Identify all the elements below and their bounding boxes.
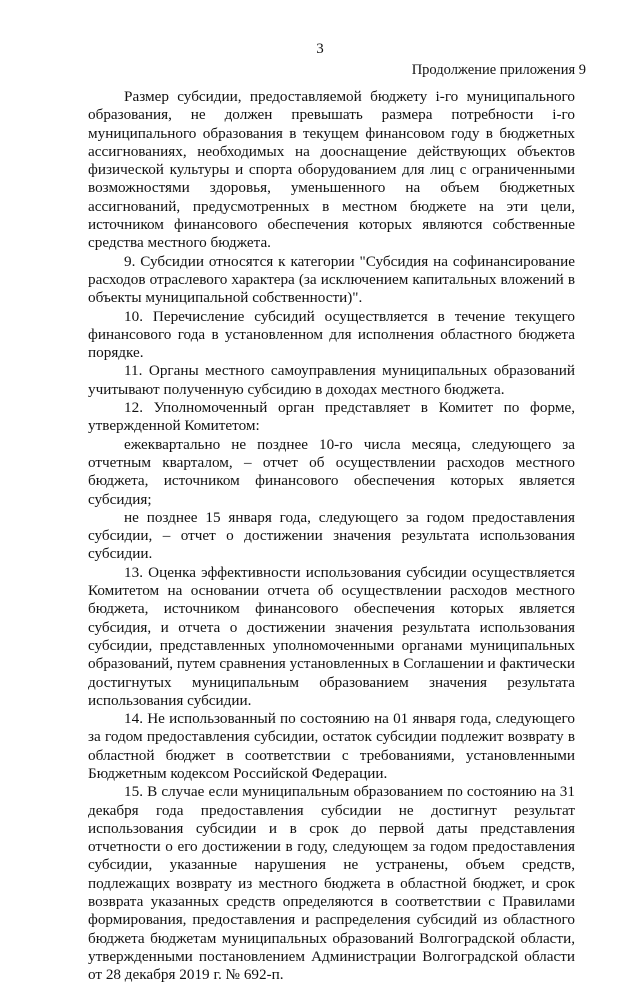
paragraph-15: 15. В случае если муниципальным образованием по состоянию на 31 декабря года предоставления субсидии не достигнут результат использования субсидии и в срок до первой даты представления отчетности о его достижении в году, следующем за годом предоставления субсидии, указанные нарушения не устранены, объем средств, подлежащих возврату из местного бюджета в областной бюджет, и срок возврата указанных средств определяются в соответствии с Правилами формирования, предоставления и распределения субсидий из областного бюджета бюджетам муниципальных образований Волгоградской области, утвержденными постановлением Администрации Волгоградской области от 28 декабря 2019 г. № 692-п. bbox=[88, 783, 575, 984]
paragraph-9: 9. Субсидии относятся к категории "Субсидия на софинансирование расходов отраслевого характера (за исключением капитальных вложений в объекты муниципальной собственности)". bbox=[88, 252, 575, 307]
paragraph-12-annual: не позднее 15 января года, следующего за годом предоставления субсидии, – отчет о достижении значения результата использования субсидии. bbox=[88, 508, 575, 563]
paragraph-11: 11. Органы местного самоуправления муниципальных образований учитывают полученную субсидию в доходах местного бюджета. bbox=[88, 362, 575, 398]
paragraph-subsidy-size: Размер субсидии, предоставляемой бюджету i-го муниципального образования, не должен превышать размера потребности i-го муниципального образования в текущем финансовом году в бюджетных ассигнованиях, необходимых на дооснащение действующих объектов физической культуры и спорта оборудованием для лиц с ограниченными возможностями здоровья, уменьшенного на объем бюджетных ассигнований, предусмотренных в местном бюджете на эти цели, источником финансового обеспечения которых являются собственные средства местного бюджета. bbox=[88, 88, 575, 252]
page-number: 3 bbox=[316, 41, 324, 57]
paragraph-10: 10. Перечисление субсидий осуществляется в течение текущего финансового года в установленном для исполнения областного бюджета порядке. bbox=[88, 307, 575, 362]
paragraph-13: 13. Оценка эффективности использования субсидии осуществляется Комитетом на основании отчета об осуществлении расходов местного бюджета, источником финансового обеспечения которых является субсидия, и отчета о достижении значения результата использования субсидии, представленных уполномоченными органами муниципальных образований, путем сравнения установленных в Соглашении и фактически достигнутых муниципальным образованием значения результата использования субсидии. bbox=[88, 563, 575, 709]
document-body bbox=[88, 88, 575, 985]
paragraph-12: 12. Уполномоченный орган представляет в Комитет по форме, утвержденной Комитетом: bbox=[88, 399, 575, 435]
paragraph-12-quarterly: ежеквартально не позднее 10-го числа месяца, следующего за отчетным кварталом, – отчет об осуществлении расходов местного бюджета, источником финансового обеспечения которых является субсидия; bbox=[88, 435, 575, 508]
paragraph-14: 14. Не использованный по состоянию на 01 января года, следующего за годом предоставления субсидии, остаток субсидии подлежит возврату в областной бюджет в соответствии с требованиями, установленными Бюджетным кодексом Российской Федерации. bbox=[88, 710, 575, 782]
continuation-note: Продолжение приложения 9 bbox=[411, 62, 586, 78]
